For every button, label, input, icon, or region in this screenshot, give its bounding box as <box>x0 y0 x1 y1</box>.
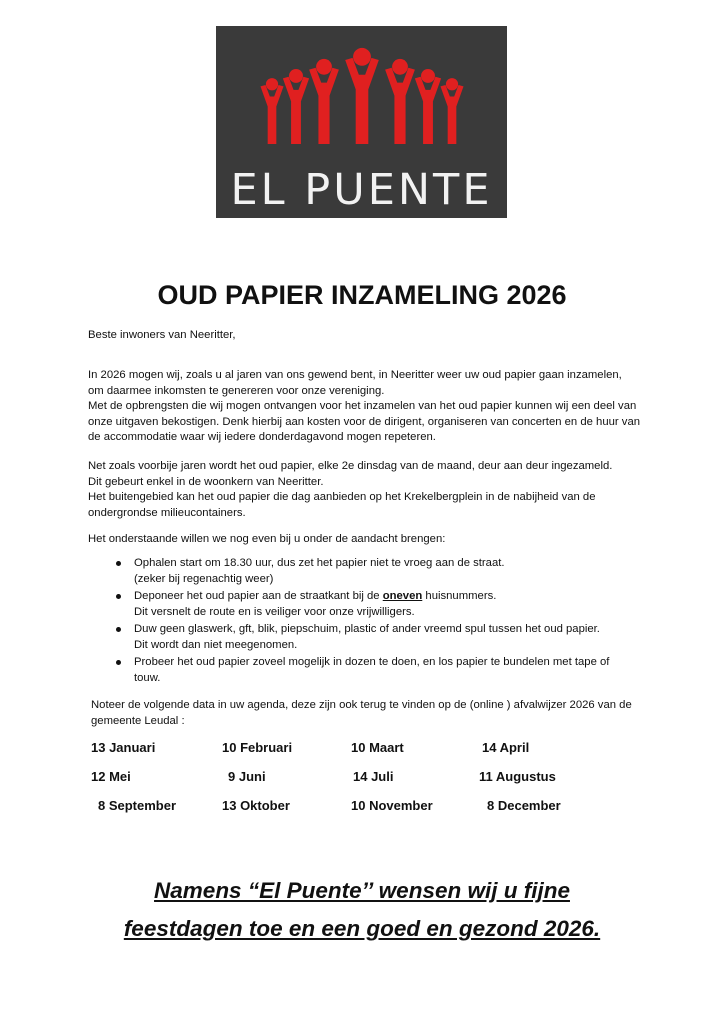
collection-date: 10 Februari <box>222 740 293 755</box>
logo-text: EL PUENTE <box>230 165 493 215</box>
text-line <box>134 589 648 605</box>
text-line: Probeer het oud papier zoveel mogelijk in dozen te doen, en los papier te bundelen met tape of <box>134 656 610 668</box>
collection-date: 8 September <box>98 798 177 813</box>
text-fragment: huisnummers. <box>422 590 497 602</box>
text-line: Ophalen start om 18.30 uur, dus zet het papier niet te vroeg aan de straat. <box>134 557 505 569</box>
person-figure <box>440 78 463 144</box>
person-figure <box>283 69 309 144</box>
tips-list <box>88 556 648 688</box>
text-line: (zeker bij regenachtig weer) <box>134 572 274 585</box>
collection-date: 11 Augustus <box>479 769 556 784</box>
date-row <box>88 769 648 798</box>
text-line: In 2026 mogen wij, zoals u al jaren van ons gewend bent, in Neeritter weer uw oud papier gaan inzamelen, <box>88 369 622 381</box>
collection-paragraph <box>88 459 648 521</box>
el-puente-logo <box>216 26 507 218</box>
emphasis-oneven: oneven <box>382 590 423 602</box>
collection-date: 14 April <box>482 740 530 755</box>
closing-greeting <box>0 872 724 948</box>
person-figure <box>345 48 379 144</box>
collection-date: 10 Maart <box>351 740 404 755</box>
collection-date: 12 Mei <box>91 769 131 784</box>
closing-line: feestdagen toe en een goed en gezond 2026. <box>123 916 601 941</box>
list-item <box>88 622 648 653</box>
date-row <box>88 798 648 827</box>
text-line: onze uitgaven bekostigen. Denk hierbij aan kosten voor de dirigent, organiseren van concerten en de huur van <box>88 415 641 428</box>
text-line: om daarmee inkomsten te genereren voor onze vereniging. <box>88 384 385 397</box>
text-line: ondergrondse milieucontainers. <box>88 506 246 519</box>
collection-date: 8 December <box>487 798 561 813</box>
text-line: de accommodatie waar wij iedere donderdagavond mogen repeteren. <box>88 431 436 443</box>
text-line: Duw geen glaswerk, gft, blik, piepschuim, plastic of ander vreemd spul tussen het oud papier. <box>134 623 600 635</box>
intro-paragraph <box>88 368 648 446</box>
text-fragment: Deponeer het oud papier aan de straatkant bij de <box>134 590 383 602</box>
text-line: Noteer de volgende data in uw agenda, deze zijn ook terug te vinden op de (online ) afvalwijzer 2026 van de <box>91 699 632 711</box>
text-line: Dit wordt dan niet meegenomen. <box>134 638 298 651</box>
attention-line: Het onderstaande willen we nog even bij u onder de aandacht brengen: <box>88 533 446 545</box>
person-figure <box>309 59 339 144</box>
collection-date: 14 Juli <box>353 769 394 784</box>
collection-date: 10 November <box>351 798 433 813</box>
list-item <box>88 655 648 686</box>
text-line: Net zoals voorbije jaren wordt het oud papier, elke 2e dinsdag van de maand, deur aan deur ingezameld. <box>88 460 613 472</box>
person-figure <box>385 59 415 144</box>
date-row <box>88 740 648 769</box>
collection-dates <box>88 740 648 827</box>
text-line: Dit versnelt de route en is veiliger voor onze vrijwilligers. <box>134 605 415 618</box>
list-item <box>88 589 648 620</box>
text-line: gemeente Leudal : <box>91 714 185 727</box>
collection-date: 13 Oktober <box>222 798 290 813</box>
page-title: OUD PAPIER INZAMELING 2026 <box>157 280 567 310</box>
collection-date: 13 Januari <box>91 740 156 755</box>
text-line: touw. <box>134 671 161 684</box>
greeting: Beste inwoners van Neeritter, <box>88 329 236 341</box>
person-figure <box>260 78 283 144</box>
agenda-note <box>91 698 651 729</box>
person-figure <box>415 69 441 144</box>
text-line: Met de opbrengsten die wij mogen ontvangen voor het inzamelen van het oud papier kunnen wij een deel van <box>88 400 637 412</box>
collection-date: 9 Juni <box>228 769 266 784</box>
list-item <box>88 556 648 587</box>
text-line: Het buitengebied kan het oud papier die dag aanbieden op het Krekelbergplein in de nabijheid van de <box>88 491 596 503</box>
text-line: Dit gebeurt enkel in de woonkern van Neeritter. <box>88 475 324 488</box>
closing-line: Namens “El Puente’’ wensen wij u fijne <box>154 878 570 903</box>
